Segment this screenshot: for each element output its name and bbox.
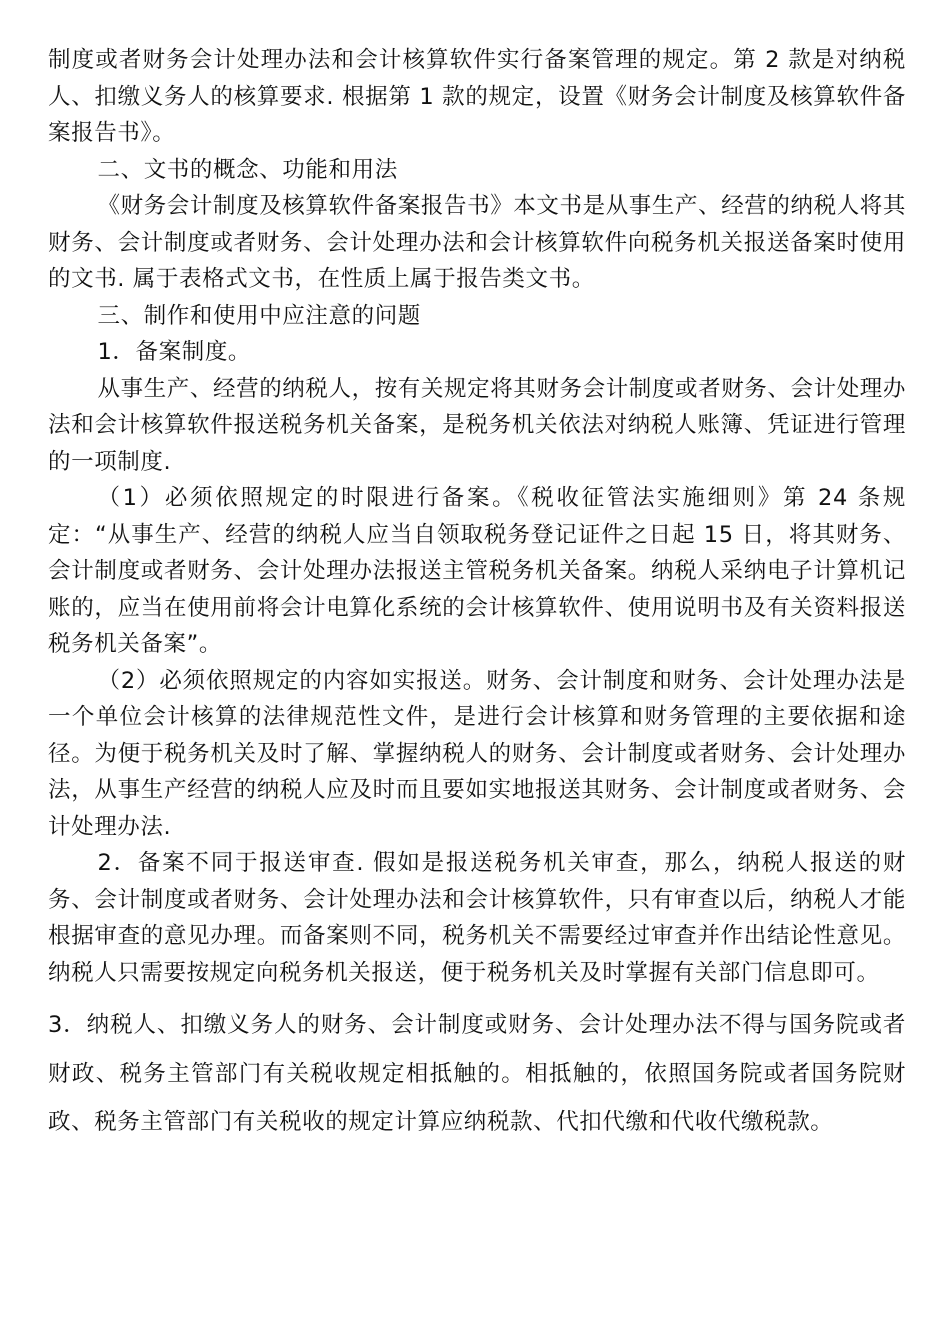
paragraph-filing-vs-review: 2．备案不同于报送审查. 假如是报送税务机关审查，那么，纳税人报送的财务、会计制度或者财务、会计处理办法和会计核算软件，只有审查以后，纳税人才能根据审查的意见办理。而备案则不同，税务机关不需要经过审查并作出结论性意见。纳税人只需要按规定向税务机关报送，便于税务机关及时掌握有关部门信息即可。	[48, 850, 906, 986]
paragraph-truthful-report: （2）必须依照规定的内容如实报送。财务、会计制度和财务、会计处理办法是一个单位会计核算的法律规范性文件，是进行会计核算和财务管理的主要依据和途径。为便于税务机关及时了解、掌握纳税人的财务、会计制度或者财务、会计处理办法，从事生产经营的纳税人应及时而且要如实地报送其财务、会计制度或者财务、会计处理办法.	[48, 667, 906, 840]
section-heading-2: 二、文书的概念、功能和用法	[97, 156, 398, 183]
section-heading-3: 三、制作和使用中应注意的问题	[97, 302, 421, 329]
paragraph-conflict-rule: 3．纳税人、扣缴义务人的财务、会计制度或财务、会计处理办法不得与国务院或者财政、税务主管部门有关税收规定相抵触的。相抵触的，依照国务院或者国务院财政、税务主管部门有关税收的规定计算应纳税款、代扣代缴和代收代缴税款。	[48, 1012, 906, 1136]
document-page	[48, 42, 906, 1147]
paragraph-time-limit: （1）必须依照规定的时限进行备案。《税收征管法实施细则》第 24 条规定：“从事生产、经营的纳税人应当自领取税务登记证件之日起 15 日，将其财务、会计制度或者财务、会计处理办法报送主管税务机关备案。纳税人采纳电子计算机记账的，应当在使用前将会计电算化系统的会计核算软件、使用说明书及有关资料报送税务机关备案”。	[48, 485, 906, 657]
paragraph-document-definition: 《财务会计制度及核算软件备案报告书》本文书是从事生产、经营的纳税人将其财务、会计制度或者财务、会计处理办法和会计核算软件向税务机关报送备案时使用的文书. 属于表格式文书，在性质上属于报告类文书。	[48, 193, 907, 292]
subheading-filing-system: 1．备案制度。	[97, 339, 252, 365]
paragraph-filing-system: 从事生产、经营的纳税人，按有关规定将其财务会计制度或者财务、会计处理办法和会计核算软件报送税务机关备案，是税务机关依法对纳税人账簿、凭证进行管理的一项制度.	[48, 375, 907, 475]
paragraph-continuation: 制度或者财务会计处理办法和会计核算软件实行备案管理的规定。第 2 款是对纳税人、扣缴义务人的核算要求. 根据第 1 款的规定，设置《财务会计制度及核算软件备案报告书》。	[48, 47, 906, 146]
